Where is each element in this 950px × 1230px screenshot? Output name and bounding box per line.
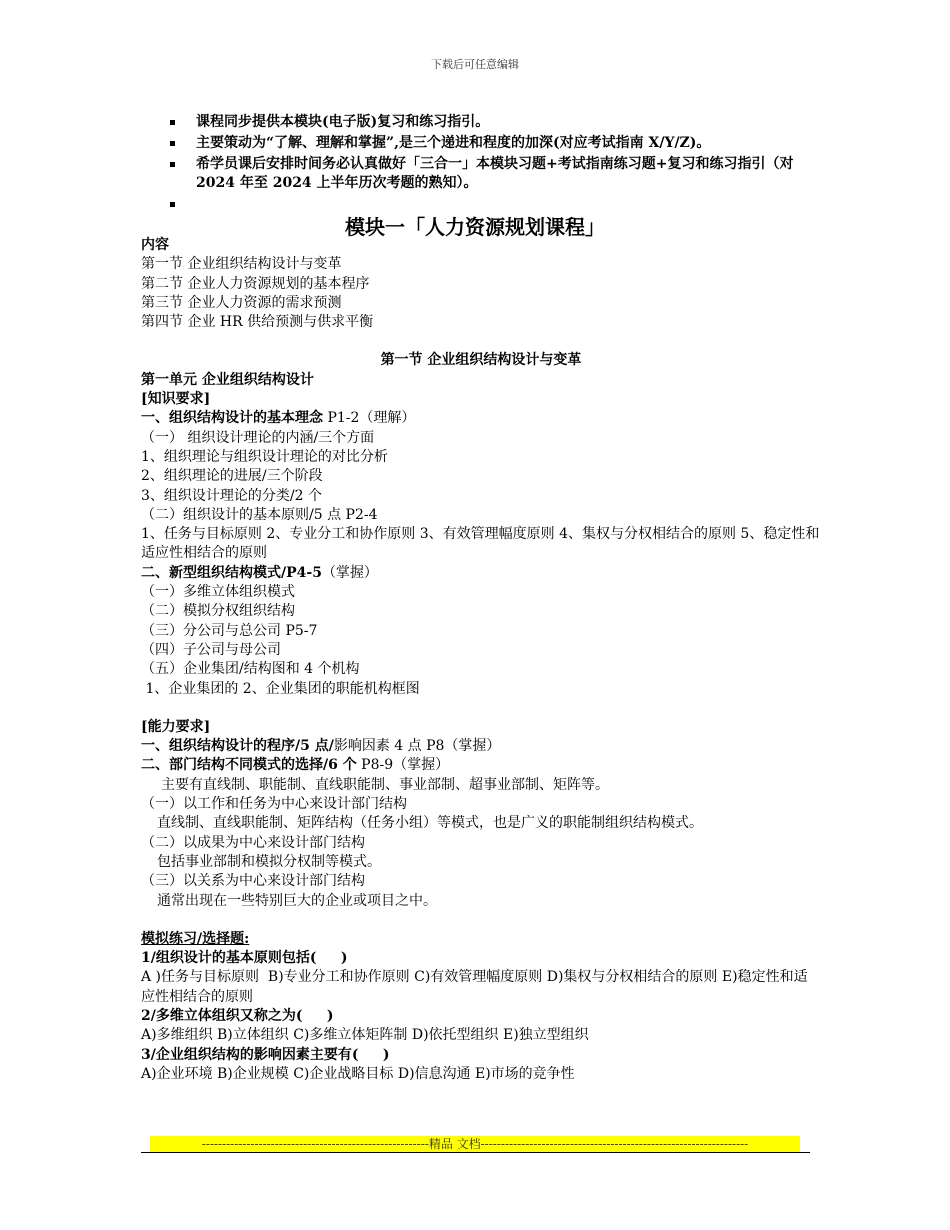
knowledge-line: 2、组织理论的进展/三个阶段 bbox=[141, 468, 323, 485]
ability-h1-rest: 影响因素 4 点 P8（掌握） bbox=[333, 738, 501, 755]
knowledge-heading: [知识要求] bbox=[141, 391, 211, 408]
bullet-item: 课程同步提供本模块(电子版)复习和练习指引。 bbox=[170, 113, 820, 132]
knowledge-h2-rest: （掌握） bbox=[321, 564, 378, 581]
footer-rule bbox=[141, 1152, 810, 1153]
toc-item: 第一节 企业组织结构设计与变革 bbox=[141, 256, 342, 273]
module-title: 模块一「人力资源规划课程」 bbox=[345, 215, 605, 239]
ability-mode: （一）以工作和任务为中心来设计部门结构 bbox=[141, 796, 407, 813]
ability-mode-desc: 直线制、直线职能制、矩阵结构（任务小组）等模式，也是广义的职能制组织结构模式。 bbox=[157, 815, 703, 832]
document-body bbox=[141, 236, 821, 1084]
question-options: A)企业环境 B)企业规模 C)企业战略目标 D)信息沟通 E)市场的竞争性 bbox=[141, 1065, 575, 1082]
unit-title: 第一单元 企业组织结构设计 bbox=[141, 371, 314, 388]
toc-heading: 内容 bbox=[141, 237, 169, 253]
toc-item: 第四节 企业 HR 供给预测与供求平衡 bbox=[141, 314, 374, 331]
footer-watermark: --------------------------------------------------------精品 文档------------------------------------------------------------------ bbox=[150, 1136, 800, 1152]
knowledge-line: （二）组织设计的基本原则/5 点 P2-4 bbox=[141, 506, 378, 523]
bullet-item: 希学员课后安排时间务必认真做好「三合一」本模块习题+考试指南练习题+复习和练习指引（对 2024 年至 2024 上半年历次考题的熟知）。 bbox=[170, 155, 820, 193]
knowledge-h1-rest: P1-2（理解） bbox=[323, 410, 416, 427]
question: 2/多维立体组织又称之为( ) bbox=[141, 1007, 334, 1024]
header-note: 下载后可任意编辑 bbox=[431, 58, 519, 71]
toc-item: 第二节 企业人力资源规划的基本程序 bbox=[141, 275, 370, 292]
ability-h1-bold: 一、组织结构设计的程序/5 点/ bbox=[141, 738, 334, 755]
knowledge-line: 1、企业集团的 2、企业集团的职能机构框图 bbox=[141, 680, 420, 697]
ability-intro: 主要有直线制、职能制、直线职能制、事业部制、超事业部制、矩阵等。 bbox=[161, 776, 609, 793]
knowledge-h2 bbox=[141, 564, 821, 583]
toc-item: 第三节 企业人力资源的需求预测 bbox=[141, 294, 342, 311]
practice-heading: 模拟练习/选择题: bbox=[141, 930, 250, 947]
section-title: 第一节 企业组织结构设计与变革 bbox=[380, 352, 582, 369]
question: 3/企业组织结构的影响因素主要有( ) bbox=[141, 1046, 390, 1063]
ability-heading: [能力要求] bbox=[141, 718, 211, 735]
ability-h2-bold: 二、部门结构不同模式的选择/6 个 bbox=[141, 757, 357, 774]
knowledge-line: 3、组织设计理论的分类/2 个 bbox=[141, 487, 322, 504]
question-options: A)多维组织 B)立体组织 C)多维立体矩阵制 D)依托型组织 E)独立型组织 bbox=[141, 1027, 589, 1044]
knowledge-line: （二）模拟分权组织结构 bbox=[141, 603, 295, 620]
knowledge-h1 bbox=[141, 409, 821, 428]
ability-mode: （三）以关系为中心来设计部门结构 bbox=[141, 873, 365, 890]
knowledge-line: （三）分公司与总公司 P5-7 bbox=[141, 622, 318, 639]
ability-h2-rest: P8-9（掌握） bbox=[356, 757, 450, 774]
bullet-list bbox=[170, 113, 820, 215]
ability-mode-desc: 通常出现在一些特别巨大的企业或项目之中。 bbox=[157, 892, 437, 909]
knowledge-h2-bold: 二、新型组织结构模式/P4-5 bbox=[141, 564, 322, 581]
knowledge-line: （一）多维立体组织模式 bbox=[141, 584, 295, 601]
knowledge-line: （一） 组织设计理论的内涵/三个方面 bbox=[141, 429, 375, 446]
knowledge-line: （五）企业集团/结构图和 4 个机构 bbox=[141, 661, 360, 678]
ability-h2 bbox=[141, 756, 821, 775]
principles-text: 1、任务与目标原则 2、专业分工和协作原则 3、有效管理幅度原则 4、集权与分权相结合的原则 5、稳定性和适应性相结合的原则 bbox=[141, 526, 820, 562]
ability-mode-desc: 包括事业部制和模拟分权制等模式。 bbox=[157, 853, 381, 870]
question: 1/组织设计的基本原则包括( ) bbox=[141, 950, 348, 967]
question-options: A )任务与目标原则 B)专业分工和协作原则 C)有效管理幅度原则 D)集权与分权相结合的原则 E)稳定性和适应性相结合的原则 bbox=[141, 969, 808, 1005]
ability-h1 bbox=[141, 737, 821, 756]
bullet-item: 主要策动为“了解、理解和掌握”,是三个递进和程度的加深(对应考试指南 X/Y/Z)。 bbox=[170, 134, 820, 153]
knowledge-h1-bold: 一、组织结构设计的基本理念 bbox=[141, 410, 323, 427]
knowledge-line: （四）子公司与母公司 bbox=[141, 641, 281, 658]
ability-mode: （二）以成果为中心来设计部门结构 bbox=[141, 834, 365, 851]
knowledge-line: 1、组织理论与组织设计理论的对比分析 bbox=[141, 448, 388, 465]
